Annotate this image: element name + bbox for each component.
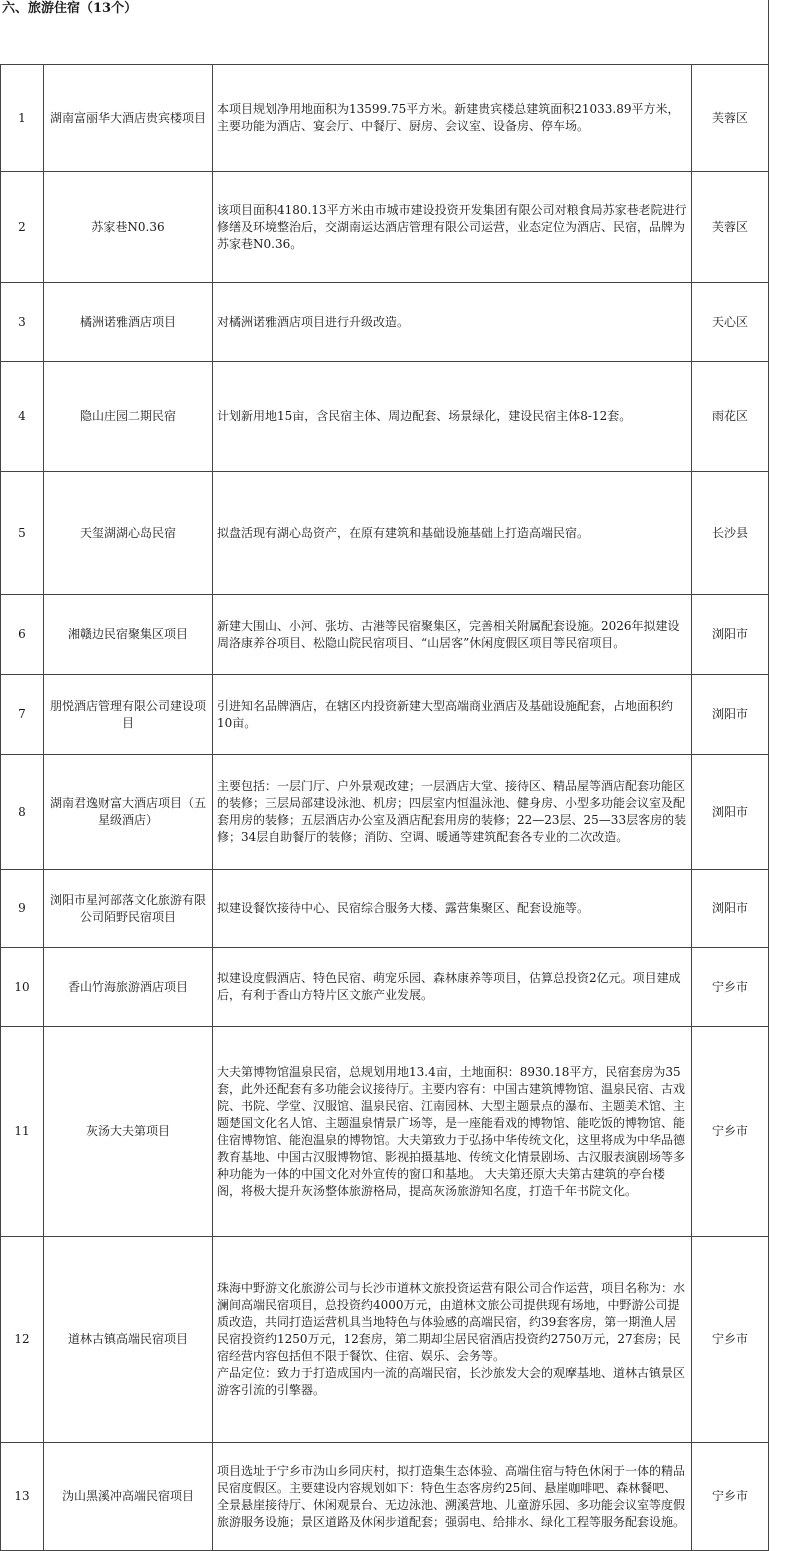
project-name: 隐山庄园二期民宿 [44,362,213,472]
project-description: 拟盘活现有湖心岛资产，在原有建筑和基础设施基础上打造高端民宿。 [213,472,692,595]
project-name: 橘洲诺雅酒店项目 [44,283,213,362]
row-number: 3 [1,283,44,362]
table-row [1,1237,769,1443]
row-number: 4 [1,362,44,472]
row-number: 8 [1,755,44,870]
project-district: 宁乡市 [692,1443,769,1551]
table-row [1,65,769,172]
project-description [213,1237,692,1443]
row-number: 9 [1,870,44,948]
project-name: 天玺湖湖心岛民宿 [44,472,213,595]
table-row [1,1027,769,1237]
project-description: 本项目规划净用地面积为13599.75平方米。新建贵宾楼总建筑面积21033.89平方米，主要功能为酒店、宴会厅、中餐厅、厨房、会议室、设备房、停车场。 [213,65,692,172]
project-district: 浏阳市 [692,870,769,948]
project-district: 浏阳市 [692,755,769,870]
section-title: 六、旅游住宿（13个） [2,1,138,16]
project-description: 拟建设餐饮接待中心、民宿综合服务大楼、露营集聚区、配套设施等。 [213,870,692,948]
table-row [1,595,769,675]
row-number: 12 [1,1237,44,1443]
project-district: 浏阳市 [692,595,769,675]
row-number: 2 [1,172,44,283]
table-row [1,755,769,870]
table-row [1,283,769,362]
row-number: 1 [1,65,44,172]
row-number: 7 [1,675,44,755]
project-description: 大夫第博物馆温泉民宿，总规划用地13.4亩，土地面积：8930.18平方，民宿套房为35套，此外还配套有多功能会议接待厅。主要内容有：中国古建筑博物馆、温泉民宿、古戏院、书院、学堂、汉服馆、温泉民宿、江南园林、大型主题景点的瀑布、主题美术馆、主题楚国文化名人馆、主题温泉情景广场等，是一座能看戏的博物馆、能吃饭的博物馆、能住宿博物馆、能泡温泉的博物馆。大夫第致力于弘扬中华传统文化，这里将成为中华品德教育基地、中国古汉服博物馆、影视拍摄基地、传统文化情景剧场、古汉服表演剧场等多种功能为一体的中国文化对外宣传的窗口和基地。 大夫第还原大夫第古建筑的亭台楼阁，将极大提升灰汤整体旅游格局，提高灰汤旅游知名度，打造千年书院文化。 [213,1027,692,1237]
row-number: 6 [1,595,44,675]
project-district: 宁乡市 [692,1237,769,1443]
project-district: 雨花区 [692,362,769,472]
row-number: 5 [1,472,44,595]
project-name: 香山竹海旅游酒店项目 [44,948,213,1027]
table-row [1,870,769,948]
table-row [1,172,769,283]
project-description: 拟建设度假酒店、特色民宿、萌宠乐园、森林康养等项目，估算总投资2亿元。项目建成后，有利于香山方特片区文旅产业发展。 [213,948,692,1027]
project-name: 灰汤大夫第项目 [44,1027,213,1237]
project-district: 长沙县 [692,472,769,595]
table-row [1,1443,769,1551]
row-number: 11 [1,1027,44,1237]
project-name: 道林古镇高端民宿项目 [44,1237,213,1443]
project-description: 项目选址于宁乡市沩山乡同庆村，拟打造集生态体验、高端住宿与特色休闲于一体的精品民宿度假区。主要建设内容规划如下：特色生态客房约25间、悬崖咖啡吧、森林餐吧、全景悬崖接待厅、休闲观景台、无边泳池、溯溪营地、儿童游乐园、多功能会议室等度假旅游服务设施；景区道路及休闲步道配套；强弱电、给排水、绿化工程等服务配套设施。 [213,1443,692,1551]
table-row [1,675,769,755]
project-district: 芙蓉区 [692,65,769,172]
project-description: 该项目面积4180.13平方米由市城市建设投资开发集团有限公司对粮食局苏家巷老院进行修缮及环境整治后，交湖南运达酒店管理有限公司运营，业态定位为酒店、民宿，品牌为苏家巷N0.36。 [213,172,692,283]
table-row [1,948,769,1027]
project-district: 宁乡市 [692,1027,769,1237]
row-number: 10 [1,948,44,1027]
project-name: 朋悦酒店管理有限公司建设项目 [44,675,213,755]
project-description: 主要包括：一层门厅、户外景观改建；一层酒店大堂、接待区、精品屋等酒店配套功能区的装修；三层局部建设泳池、机房；四层室内恒温泳池、健身房、小型多功能会议室及配套用房的装修；五层酒店办公室及酒店配套用房的装修；22—23层、25—33层客房的装修；34层自助餐厅的装修；消防、空调、暖通等建筑配套各专业的二次改造。 [213,755,692,870]
project-name: 湖南富丽华大酒店贵宾楼项目 [44,65,213,172]
project-description: 计划新用地15亩，含民宿主体、周边配套、场景绿化，建设民宿主体8-12套。 [213,362,692,472]
project-name: 沩山黑溪冲高端民宿项目 [44,1443,213,1551]
project-name: 浏阳市星河部落文化旅游有限公司陌野民宿项目 [44,870,213,948]
project-district: 天心区 [692,283,769,362]
table-row [1,472,769,595]
project-district: 浏阳市 [692,675,769,755]
row-number: 13 [1,1443,44,1551]
project-name: 苏家巷N0.36 [44,172,213,283]
project-district: 芙蓉区 [692,172,769,283]
project-description: 新建大围山、小河、张坊、古港等民宿聚集区，完善相关附属配套设施。2026年拟建设周洛康养谷项目、松隐山院民宿项目、“山居客”休闲度假区项目等民宿项目。 [213,595,692,675]
projects-table [0,64,769,1551]
project-name: 湖南君逸财富大酒店项目（五星级酒店） [44,755,213,870]
project-description: 引进知名品牌酒店，在辖区内投资新建大型高端商业酒店及基础设施配套，占地面积约10亩。 [213,675,692,755]
project-name: 湘赣边民宿聚集区项目 [44,595,213,675]
project-district: 宁乡市 [692,948,769,1027]
project-description: 对橘洲诺雅酒店项目进行升级改造。 [213,283,692,362]
product-positioning-text: 产品定位：致力于打造成国内一流的高端民宿，长沙旅发大会的观摩基地、道林古镇景区游客引流的引擎器。 [217,1366,686,1397]
table-row [1,362,769,472]
project-description-main: 珠海中野游文化旅游公司与长沙市道林文旅投资运营有限公司合作运营，项目名称为：水澜间高端民宿项目，总投资约4000万元，由道林文旅公司提供现有场地，中野游公司提质改造，共同打造运营机具当地特色与体验感的高端民宿，约39套客房，第一期渔人居民宿投资约1250万元，12套房，第二期却尘居民宿酒店投资约2750万元，27套房；民宿经营内容包括但不限于餐饮、住宿、娱乐、会务等。 [217,1281,686,1363]
